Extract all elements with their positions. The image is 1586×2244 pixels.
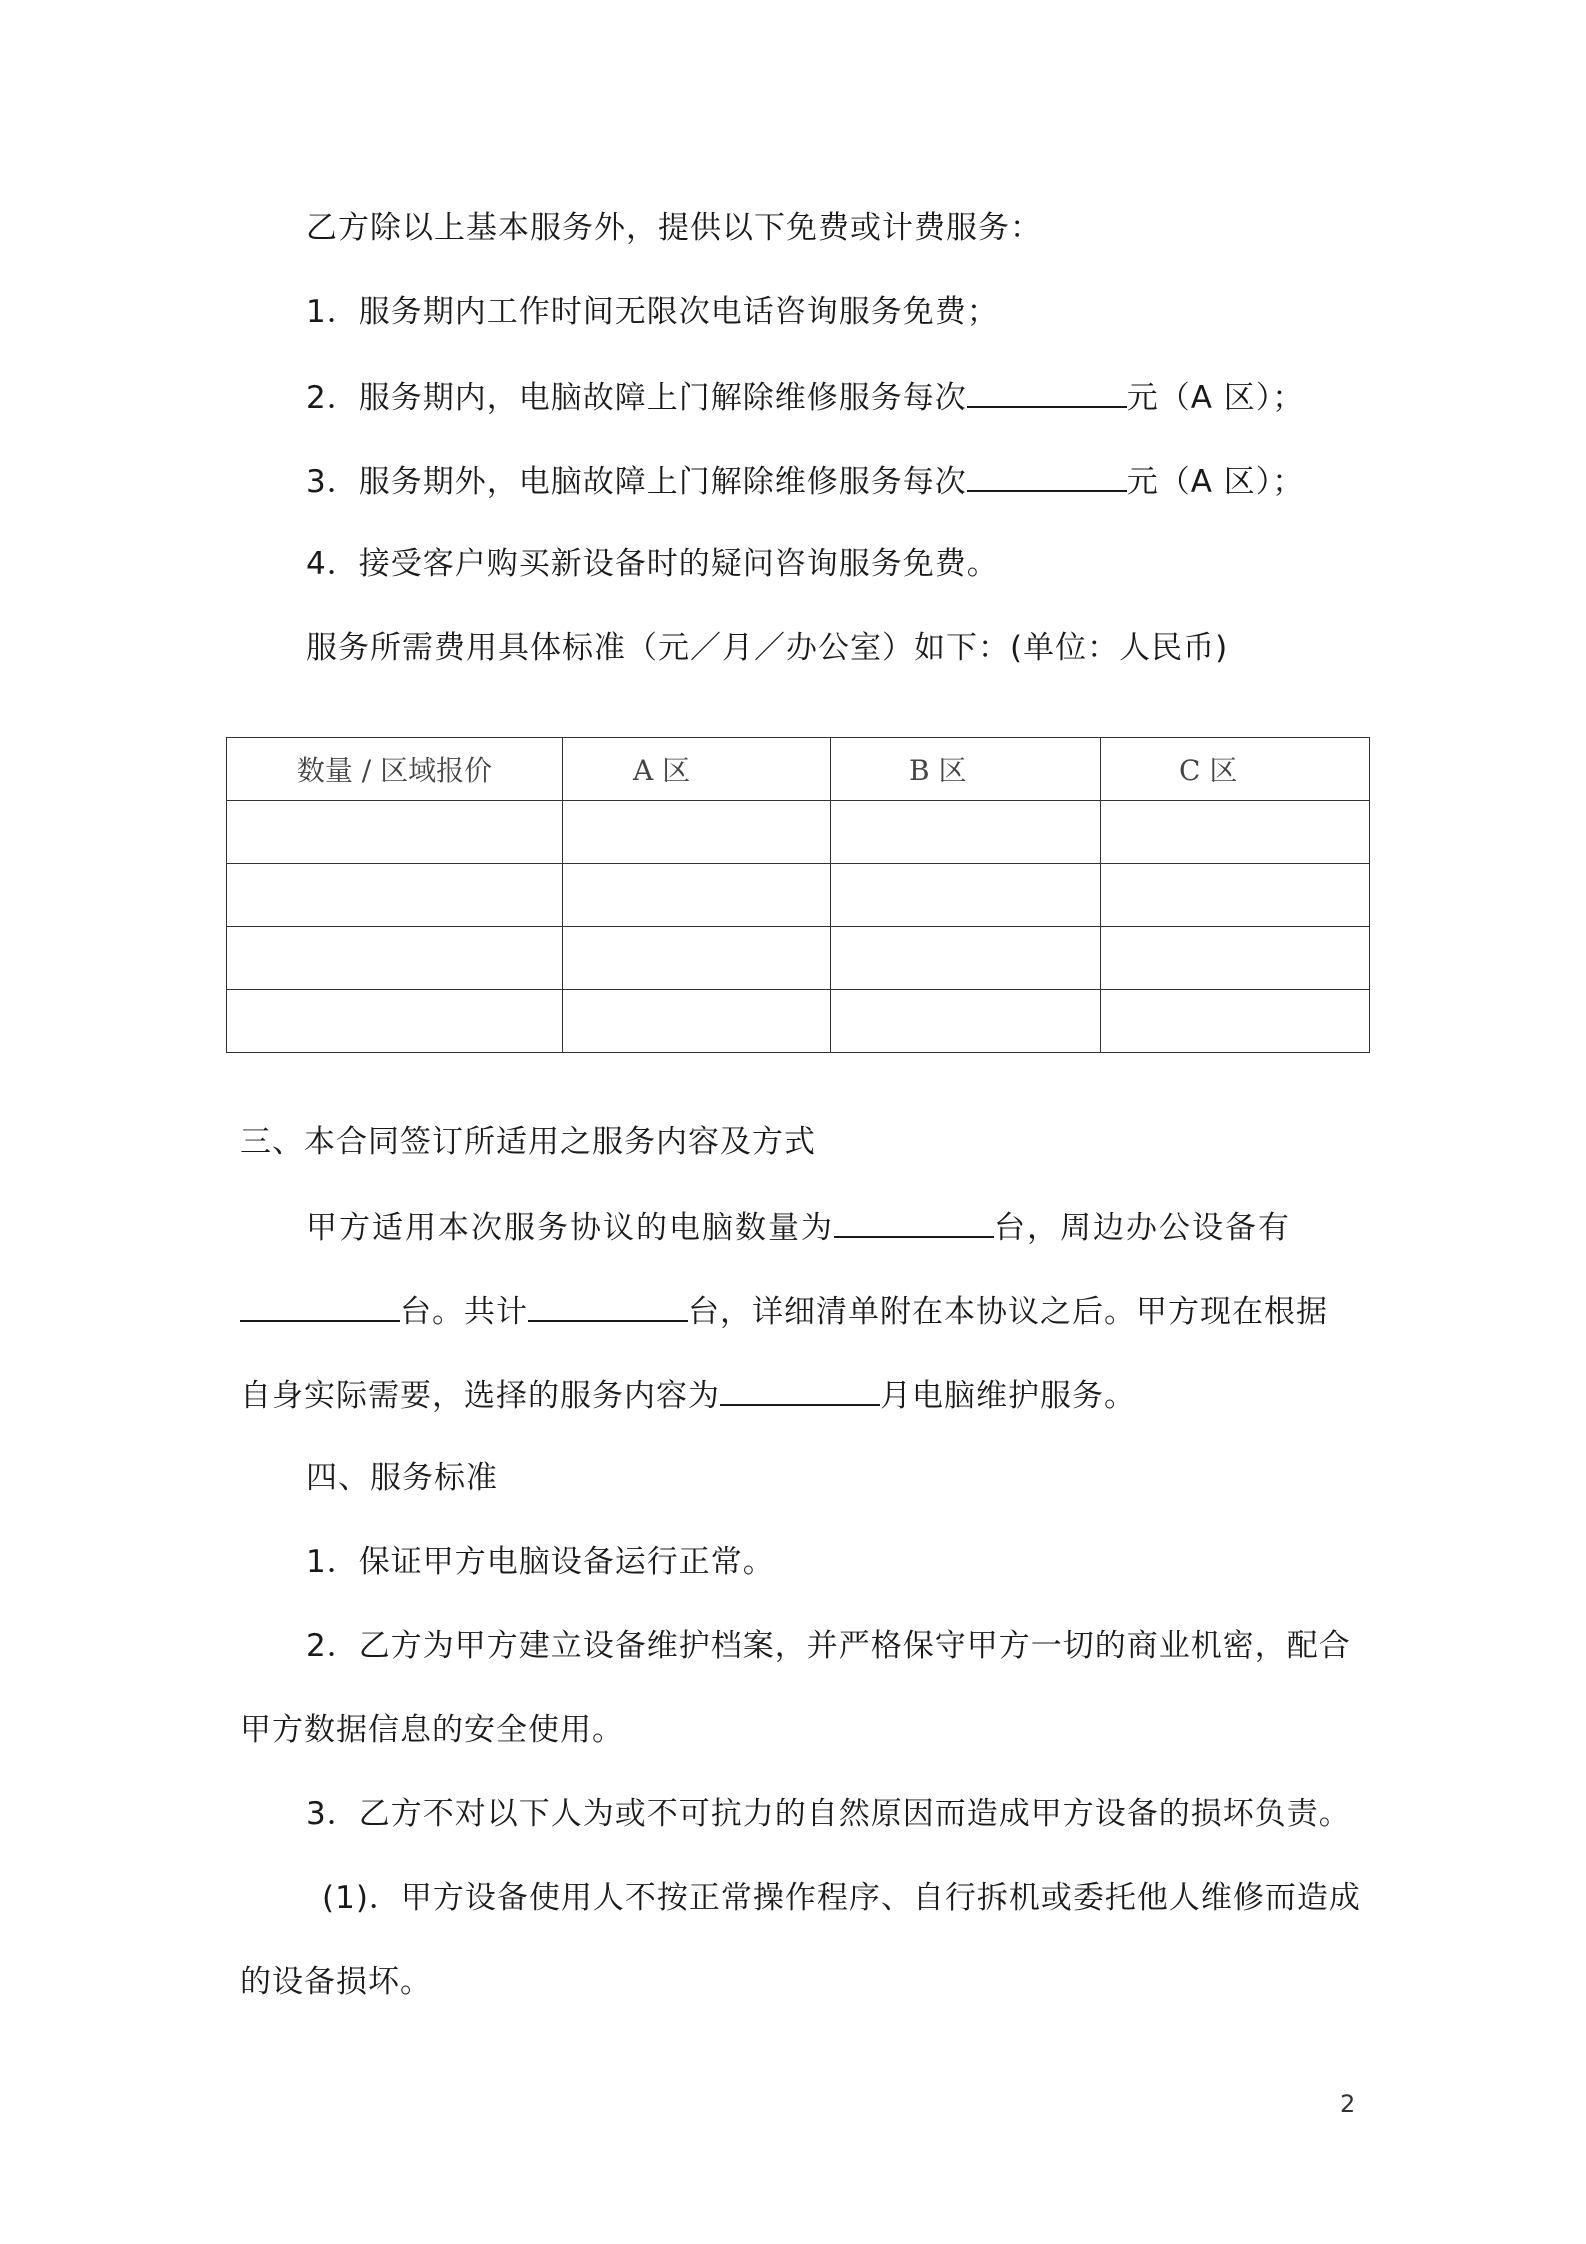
standard-item-2-line-2: 甲方数据信息的安全使用。 <box>240 1712 624 1748</box>
exclusion-item-1-line-1: (1)．甲方设备使用人不按正常操作程序、自行拆机或委托他人维修而造成 <box>322 1880 1361 1916</box>
service-item-3-unit: 元（A 区）； <box>1126 464 1305 500</box>
table-row <box>227 864 1370 927</box>
section-4-title: 四、服务标准 <box>306 1460 498 1496</box>
service-item-1: 1．服务期内工作时间无限次电话咨询服务免费； <box>306 294 999 330</box>
total-count-blank <box>528 1290 688 1322</box>
table-cell <box>1101 864 1370 927</box>
table-row <box>227 801 1370 864</box>
office-device-label: 台，周边办公设备有 <box>994 1210 1291 1246</box>
table-header-cell: B 区 <box>831 738 1101 801</box>
device-count-label: 甲方适用本次服务协议的电脑数量为 <box>306 1210 834 1246</box>
table-cell <box>1101 927 1370 990</box>
table-cell <box>563 864 831 927</box>
table-cell <box>227 927 563 990</box>
service-item-2 <box>306 376 1304 418</box>
table-cell <box>563 927 831 990</box>
page-number: 2 <box>1340 2090 1356 2118</box>
table-row <box>227 927 1370 990</box>
table-cell <box>831 927 1101 990</box>
months-blank <box>720 1374 880 1406</box>
service-item-4: 4．接受客户购买新设备时的疑问咨询服务免费。 <box>306 546 999 582</box>
table-header-cell: C 区 <box>1101 738 1370 801</box>
standard-item-2-line-1: 2．乙方为甲方建立设备维护档案，并严格保守甲方一切的商业机密，配合 <box>306 1628 1351 1664</box>
standard-item-3: 3．乙方不对以下人为或不可抗力的自然原因而造成甲方设备的损坏负责。 <box>306 1796 1351 1832</box>
service-choice-label: 自身实际需要，选择的服务内容为 <box>240 1378 720 1414</box>
section-3-paragraph-line-3 <box>240 1374 1136 1416</box>
intro-paragraph: 乙方除以上基本服务外，提供以下免费或计费服务： <box>306 210 1042 246</box>
table-cell <box>1101 801 1370 864</box>
fee-blank <box>967 376 1127 408</box>
section-3-title: 三、本合同签订所适用之服务内容及方式 <box>240 1124 816 1160</box>
table-header-cell: 数量 / 区域报价 <box>227 738 563 801</box>
service-item-2-text: 2．服务期内，电脑故障上门解除维修服务每次 <box>306 380 967 416</box>
table-cell <box>227 864 563 927</box>
fee-standard-paragraph: 服务所需费用具体标准（元／月／办公室）如下：(单位：人民币) <box>306 630 1229 666</box>
table-header-cell: A 区 <box>563 738 831 801</box>
fee-blank <box>967 460 1127 492</box>
table-row <box>227 990 1370 1053</box>
list-note: 台，详细清单附在本协议之后。甲方现在根据 <box>688 1294 1328 1330</box>
standard-item-1: 1．保证甲方电脑设备运行正常。 <box>306 1544 775 1580</box>
maintenance-service-label: 月电脑维护服务。 <box>880 1378 1136 1414</box>
table-cell <box>831 864 1101 927</box>
price-table <box>226 737 1370 1053</box>
table-cell <box>563 990 831 1053</box>
total-label: 台。共计 <box>400 1294 528 1330</box>
table-cell <box>227 990 563 1053</box>
table-cell <box>831 801 1101 864</box>
office-device-count-blank <box>240 1290 400 1322</box>
section-3-paragraph-line-2 <box>240 1290 1328 1332</box>
table-cell <box>227 801 563 864</box>
service-item-3-text: 3．服务期外，电脑故障上门解除维修服务每次 <box>306 464 967 500</box>
service-item-2-unit: 元（A 区）； <box>1126 380 1305 416</box>
table-cell <box>563 801 831 864</box>
computer-count-blank <box>834 1206 994 1238</box>
exclusion-item-1-line-2: 的设备损坏。 <box>240 1964 432 2000</box>
table-cell <box>1101 990 1370 1053</box>
table-cell <box>831 990 1101 1053</box>
section-3-paragraph-line-1 <box>306 1206 1291 1248</box>
table-header-row <box>227 738 1370 801</box>
service-item-3 <box>306 460 1304 502</box>
